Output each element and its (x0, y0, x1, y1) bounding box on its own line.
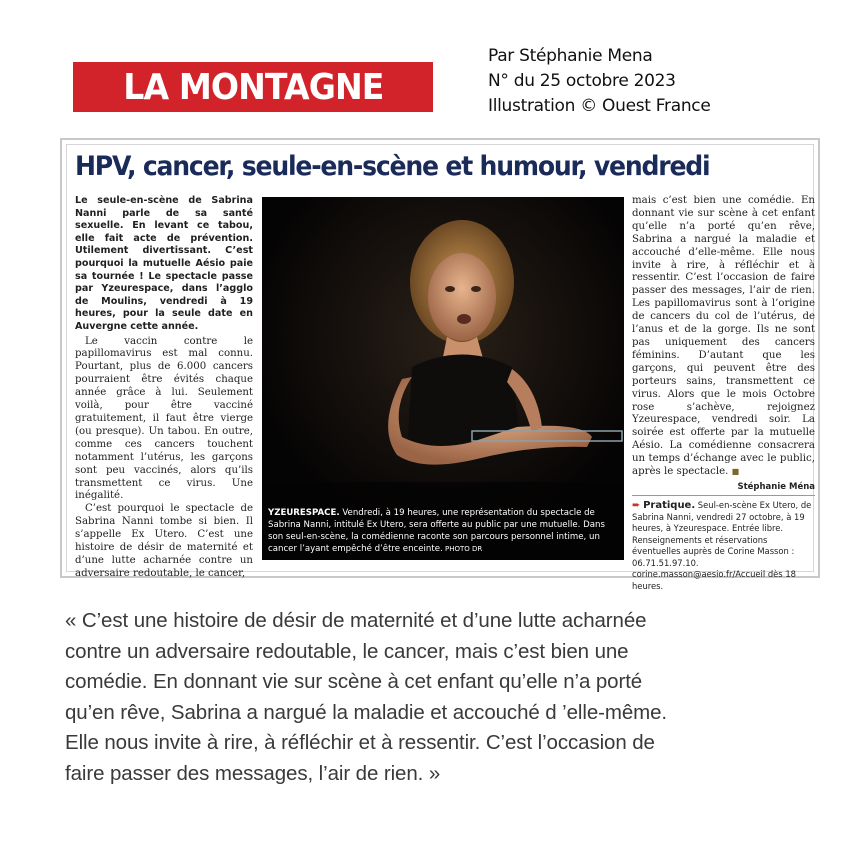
practical-label: Pratique. (643, 500, 696, 511)
article-paragraph: C’est pourquoi le spectacle de Sabrina Nanni tombe si bien. Il s’appelle Ex Utero. C’est une histoire de désir de maternité et d’une lutte acharnée contre un adversaire redoutable, le cancer, (75, 503, 253, 579)
article-paragraph-text: mais c’est bien une comédie. En donnant vie sur scène à cet enfant qu’elle n’a porté qu’en rêve, Sabrina a nargué la maladie et accouché d’elle-même. Elle nous invite à rire, à réfléchir et à ressentir. C’est l’occasion de faire passer des messages, l’air de rien. Les papillomavirus sont à l’origine de cancers du col de l’utérus, de l’anus et de la gorge. Ils ne sont pas uniquement des cancers féminins. D’autant que les garçons, qui peuvent être des porteurs sains, transmettent ce virus. Alors que le mois Octobre rose s’achève, rejoignez Yzeurespace, vendredi soir. La soirée est offerte par la mutuelle Aésio. La comédienne consacrera un temps d’échange avec le public, après le spectacle. (632, 195, 815, 478)
article-column-right (632, 195, 815, 494)
caption-label: YZEURESPACE. (268, 508, 340, 518)
article-column-left (75, 195, 253, 581)
issue-line: N° du 25 octobre 2023 (488, 71, 676, 91)
end-mark: ■ (731, 467, 740, 477)
quote-line: contre un adversaire redoutable, le cancer, mais c’est bien une (65, 639, 629, 663)
article-photo (262, 197, 624, 560)
quote-line: Elle nous invite à rire, à réfléchir et à ressentir. C’est l’occasion de (65, 731, 655, 755)
practical-text: Seul-en-scène Ex Utero, de Sabrina Nanni, vendredi 27 octobre, à 19 heures, à Yzeurespace. Entrée libre. Renseignements et réservations éventuelles auprès de Corine Masson : 06.71.51.97.10. corine.masson@aesio.fr/Accueil dès 18 heures. (632, 500, 812, 591)
article-headline: HPV, cancer, seule-en-scène et humour, vendredi (75, 151, 710, 182)
caption-text: Vendredi, à 19 heures, une représentation du spectacle de Sabrina Nanni, intitulé Ex Utero, sera offerte au public par une mutuelle. Dans son seul-en-scène, la comédienne raconte son parcours personnel intime, un cancer l’ayant empêché d’être enceinte. (268, 508, 605, 554)
photo-caption (268, 507, 618, 555)
logo-text: LA MONTAGNE (122, 66, 384, 108)
quote-line: qu’en rêve, Sabrina a nargué la maladie et accouché d ’elle-même. (65, 700, 668, 724)
newspaper-logo (73, 62, 433, 112)
pull-quote (65, 606, 825, 790)
practical-info (632, 495, 815, 592)
article-paragraph (632, 195, 815, 479)
newspaper-clipping (60, 138, 820, 591)
article-meta (488, 44, 711, 119)
article-paragraph: Le vaccin contre le papillomavirus est mal connu. Pourtant, plus de 6.000 cancers pourraient être évités chaque année grâce à lui. Seulement voilà, pour être vacciné gratuitement, il faut être vierge (ou presque). Un tabou. En outre, comme ces cancers touchent notamment l’utérus, les garçons sont peu vaccinés, alors qu’ils transmettent ce virus. Une inégalité. (75, 335, 253, 502)
clipping-frame (66, 144, 815, 591)
performer-photo-illustration (262, 197, 624, 560)
author-line: Par Stéphanie Mena (488, 46, 653, 66)
quote-line: faire passer des messages, l’air de rien. » (65, 761, 441, 785)
article-lead: Le seule-en-scène de Sabrina Nanni parle de sa santé sexuelle. En levant ce tabou, elle fait acte de prévention. Utilement divertissant. C’est pourquoi la mutuelle Aésio paie sa tournée ! Le spectacle passe par Yzeurespace, dans l’agglo de Moulins, vendredi à 19 heures, pour la seule date en Auvergne cette année. (75, 195, 253, 332)
quote-line: comédie. En donnant vie sur scène à cet enfant qu’elle n’a porté (65, 670, 643, 694)
caption-credit: PHOTO DR (442, 545, 483, 553)
quote-line: « C’est une histoire de désir de maternité et d’une lutte acharnée (65, 609, 647, 632)
credit-line: Illustration © Ouest France (488, 96, 711, 116)
arrow-icon: ➨ (632, 500, 641, 511)
article-signature: Stéphanie Ména (737, 481, 815, 492)
